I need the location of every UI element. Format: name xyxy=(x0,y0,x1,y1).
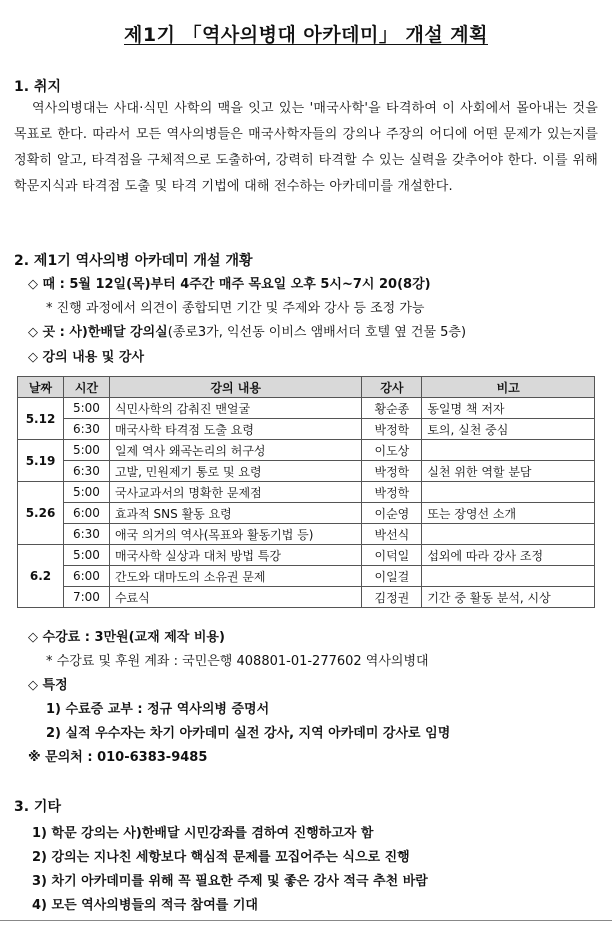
note-cell: 또는 장영선 소개 xyxy=(422,503,595,524)
section1-body: 역사의병대는 사대·식민 사학의 맥을 잇고 있는 '매국사학'을 타격하여 이 사회에서 몰아내는 것을 목표로 한다. 따라서 모든 역사의병들은 매국사학자들의 강의나 주장의 어디에 어떤 문제가 있는지를 정확히 알고, 타격점을 구체적으로 도출하여, 강력히 타격할 수 있는 실력을 갖추어야 한다. 이를 위해 학문지식과 타격점 도출 및 타격 기법에 대해 전수하는 아카데미를 개설한다. xyxy=(14,101,598,194)
lecturer-cell: 황순종 xyxy=(362,398,422,419)
table-row xyxy=(18,440,595,461)
note-cell xyxy=(422,482,595,503)
date-cell: 5.12 xyxy=(18,398,64,440)
table-row xyxy=(18,398,595,419)
time-cell: 6:30 xyxy=(63,524,109,545)
table-row xyxy=(18,587,595,608)
note-cell: 동일명 책 저자 xyxy=(422,398,595,419)
date-cell: 6.2 xyxy=(18,545,64,608)
content-cell: 일제 역사 왜곡논리의 허구성 xyxy=(109,440,361,461)
date-cell: 5.26 xyxy=(18,482,64,545)
time-cell: 5:00 xyxy=(63,545,109,566)
time-cell: 6:00 xyxy=(63,566,109,587)
table-row xyxy=(18,524,595,545)
schedule-when: ◇ 때 : 5월 12일(목)부터 4주간 매주 목요일 오후 5시~7시 20(8강) xyxy=(28,277,431,292)
lecturer-cell: 이순영 xyxy=(362,503,422,524)
header-content: 강의 내용 xyxy=(109,377,361,398)
section2-heading: 2. 제1기 역사의병 아카데미 개설 개황 xyxy=(14,253,253,269)
place-detail: (종로3가, 익선동 이비스 앰배서더 호텔 옆 건물 5층) xyxy=(167,325,467,340)
table-header-row xyxy=(18,377,595,398)
content-cell: 매국사학 타격점 도출 요령 xyxy=(109,419,361,440)
note-cell: 기간 중 활동 분석, 시상 xyxy=(422,587,595,608)
lecturer-cell: 김정권 xyxy=(362,587,422,608)
header-note: 비고 xyxy=(422,377,595,398)
content-cell: 고발, 민원제기 통로 및 요령 xyxy=(109,461,361,482)
etc-item: 1) 학문 강의는 사)한배달 시민강좌를 겸하여 진행하고자 함 xyxy=(32,826,374,841)
content-cell: 국사교과서의 명확한 문제점 xyxy=(109,482,361,503)
benefit-label: ◇ 특정 xyxy=(28,678,68,693)
lecturer-cell: 박선식 xyxy=(362,524,422,545)
note-cell xyxy=(422,440,595,461)
content-label: ◇ 강의 내용 및 강사 xyxy=(28,350,145,365)
table-row xyxy=(18,503,595,524)
header-lecturer: 강사 xyxy=(362,377,422,398)
contact: ※ 문의처 : 010-6383-9485 xyxy=(28,750,208,765)
etc-item: 3) 차기 아카데미를 위해 꼭 필요한 주제 및 좋은 강사 적극 추천 바람 xyxy=(32,874,428,889)
table-row xyxy=(18,419,595,440)
content-cell: 수료식 xyxy=(109,587,361,608)
lecturer-cell: 박정학 xyxy=(362,419,422,440)
note-cell: 토의, 실천 중심 xyxy=(422,419,595,440)
date-cell: 5.19 xyxy=(18,440,64,482)
benefit-item: 1) 수료증 교부 : 정규 역사의병 증명서 xyxy=(46,702,270,717)
note-cell xyxy=(422,566,595,587)
table-row xyxy=(18,461,595,482)
schedule-place xyxy=(28,321,466,340)
content-cell: 식민사학의 감춰진 맨얼굴 xyxy=(109,398,361,419)
lecturer-cell: 이도상 xyxy=(362,440,422,461)
time-cell: 6:00 xyxy=(63,503,109,524)
place-label: ◇ 곳 : 사)한배달 강의실 xyxy=(28,325,168,340)
lecturer-cell: 박정학 xyxy=(362,461,422,482)
etc-item: 4) 모든 역사의병들의 적극 참여를 기대 xyxy=(32,898,258,913)
note-cell xyxy=(422,524,595,545)
content-cell: 애국 의거의 역사(목표와 활동기법 등) xyxy=(109,524,361,545)
note-cell: 실천 위한 역할 분담 xyxy=(422,461,595,482)
time-cell: 6:30 xyxy=(63,419,109,440)
header-date: 날짜 xyxy=(18,377,64,398)
fee: ◇ 수강료 : 3만원(교재 제작 비용) xyxy=(28,630,225,645)
table-row xyxy=(18,566,595,587)
section3-heading: 3. 기타 xyxy=(14,799,61,815)
lecturer-cell: 이덕일 xyxy=(362,545,422,566)
content-cell: 매국사학 실상과 대처 방법 특강 xyxy=(109,545,361,566)
fee-account-note: * 수강료 및 후원 계좌 : 국민은행 408801-01-277602 역사의병대 xyxy=(46,654,429,669)
page-bottom-rule xyxy=(0,920,612,921)
note-cell: 섭외에 따라 강사 조정 xyxy=(422,545,595,566)
time-cell: 7:00 xyxy=(63,587,109,608)
table-row xyxy=(18,545,595,566)
lecture-table xyxy=(17,376,595,608)
lecturer-cell: 이일걸 xyxy=(362,566,422,587)
time-cell: 5:00 xyxy=(63,482,109,503)
time-cell: 5:00 xyxy=(63,440,109,461)
content-cell: 효과적 SNS 활동 요령 xyxy=(109,503,361,524)
etc-item: 2) 강의는 지나친 세항보다 핵심적 문제를 꼬집어주는 식으로 진행 xyxy=(32,850,410,865)
time-cell: 6:30 xyxy=(63,461,109,482)
header-time: 시간 xyxy=(63,377,109,398)
table-row xyxy=(18,482,595,503)
benefit-item: 2) 실적 우수자는 차기 아카데미 실전 강사, 지역 아카데미 강사로 임명 xyxy=(46,726,451,741)
section1-heading: 1. 취지 xyxy=(14,79,61,95)
time-cell: 5:00 xyxy=(63,398,109,419)
schedule-note: * 진행 과정에서 의견이 종합되면 기간 및 주제와 강사 등 조정 가능 xyxy=(46,301,425,316)
lecturer-cell: 박정학 xyxy=(362,482,422,503)
content-cell: 간도와 대마도의 소유권 문제 xyxy=(109,566,361,587)
document-title: 제1기 「역사의병대 아카데미」 개설 계획 xyxy=(124,24,488,46)
